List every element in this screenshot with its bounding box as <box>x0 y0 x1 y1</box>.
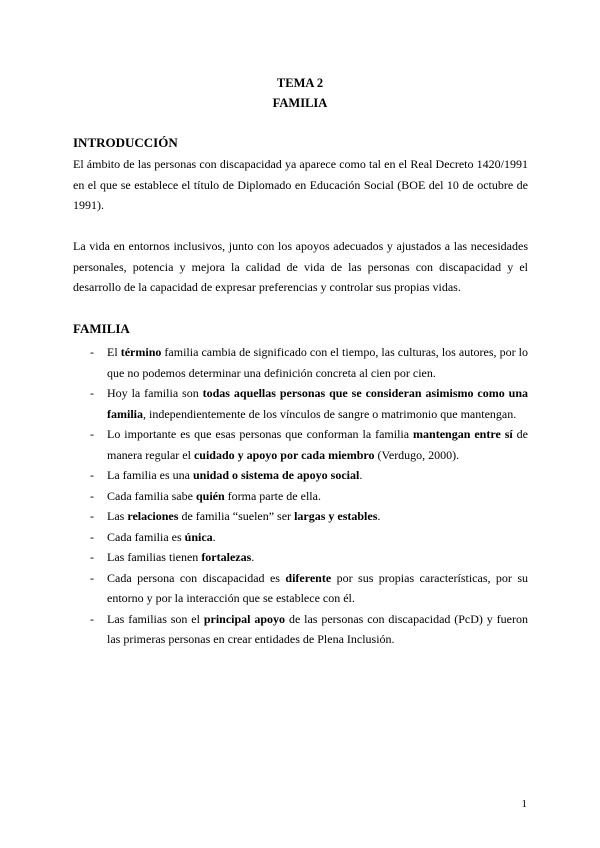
list-item-text: de las personas con discapacidad (PcD) y fueron las primeras personas en crear entidades de Plena Inclusión. <box>107 611 528 646</box>
list-item-bold-text: unidad o sistema de apoyo social <box>192 468 360 482</box>
list-item-bold-text: largas y estables <box>294 509 378 523</box>
list-item-bold-text: principal apoyo <box>203 611 286 626</box>
list-item <box>73 424 528 465</box>
list-item-text: por sus propias características, por su entorno y por la interacción que se establece con él. <box>107 570 529 605</box>
list-item-bold-text: quién <box>195 488 225 503</box>
list-item-bold-text: término <box>120 345 162 359</box>
list-item-text: . <box>212 529 216 544</box>
list-item-text: familia cambia de significado con el tiempo, las culturas, los autores, por lo que no podemos determinar una definición concreta al cien por cien. <box>107 345 528 380</box>
list-item-bold-text: todas aquellas personas que se consideran asimismo como una familia <box>107 386 528 421</box>
list-item-text: , independientemente de los vínculos de sangre o matrimonio que mantengan. <box>143 406 517 421</box>
list-item <box>73 506 528 527</box>
intro-paragraph-2: La vida en entornos inclusivos, junto con los apoyos adecuados y ajustados a las necesidades personales, potencia y mejora la calidad de vida de las personas con discapacidad y el desarrollo de la capacidad de expresar preferencias y controlar sus propias vidas. <box>73 239 528 294</box>
list-item-text: Cada persona con discapacidad es <box>107 570 286 585</box>
familia-list <box>73 342 528 650</box>
list-item-text: Cada familia es <box>107 529 185 544</box>
list-item <box>73 547 528 568</box>
document-title: TEMA 2 <box>276 76 324 90</box>
list-item <box>73 383 528 424</box>
list-item-bold-text: mantengan entre sí <box>413 427 513 441</box>
list-item-text: . <box>251 550 255 564</box>
intro-paragraph-1: El ámbito de las personas con discapacidad ya aparece como tal en el Real Decreto 1420/1991 en el que se establece el título de Diplomado en Educación Social (BOE del 10 de octubre de 1991). <box>73 157 528 212</box>
list-item-text: . <box>359 468 363 482</box>
list-item <box>73 465 528 486</box>
document-title-block <box>0 73 600 113</box>
list-item-text: forma parte de ella. <box>224 488 321 503</box>
list-item-text: El <box>107 345 121 359</box>
list-bullet-dash: - <box>90 345 94 359</box>
list-item-text: Hoy la familia son <box>107 386 203 400</box>
list-item-text: La familia es una <box>107 468 193 482</box>
familia-heading: FAMILIA <box>73 321 130 336</box>
list-item-bold-text: relaciones <box>127 509 179 523</box>
list-item <box>73 609 528 650</box>
list-bullet-dash: - <box>90 488 94 503</box>
list-bullet-dash: - <box>90 570 94 585</box>
list-item-bold-text: fortalezas <box>201 550 252 564</box>
document-subtitle: FAMILIA <box>272 96 328 110</box>
list-item-text: Las familias tienen <box>107 550 202 564</box>
list-bullet-dash: - <box>90 611 94 626</box>
list-item <box>73 486 528 507</box>
list-item-text: de familia “suelen” ser <box>178 509 295 523</box>
list-item <box>73 527 528 548</box>
list-item-text: Lo importante es que esas personas que conforman la familia <box>107 427 414 441</box>
list-bullet-dash: - <box>90 509 94 523</box>
list-bullet-dash: - <box>90 386 94 400</box>
list-item-text: de manera regular el <box>107 427 528 462</box>
list-item-bold-text: cuidado y apoyo por cada miembro <box>193 447 375 462</box>
list-item-bold-text: única <box>184 529 213 544</box>
list-item-text: Las familias son el <box>107 611 204 626</box>
list-item <box>73 342 528 383</box>
list-item <box>73 568 528 609</box>
list-item-text: Cada familia sabe <box>107 488 196 503</box>
list-item-text: Las <box>107 509 128 523</box>
list-bullet-dash: - <box>90 529 94 544</box>
list-item-text: . <box>377 509 381 523</box>
list-item-text: (Verdugo, 2000). <box>374 447 460 462</box>
list-item-bold-text: diferente <box>285 570 332 585</box>
list-bullet-dash: - <box>90 550 94 564</box>
list-bullet-dash: - <box>90 427 94 441</box>
page-number: 1 <box>521 798 527 810</box>
intro-heading: INTRODUCCIÓN <box>73 135 178 150</box>
list-bullet-dash: - <box>90 468 94 482</box>
